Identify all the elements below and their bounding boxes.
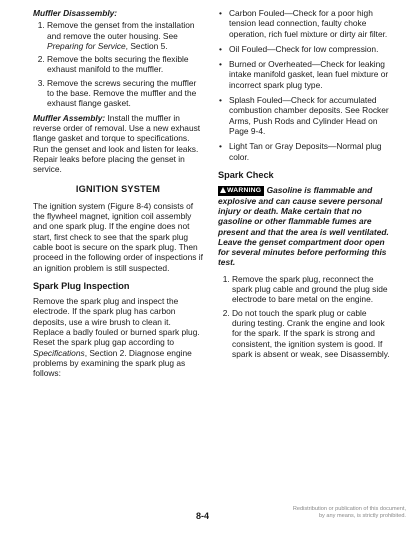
ignition-system-title: IGNITION SYSTEM [75, 184, 161, 195]
spark-plug-condition-list [218, 8, 390, 162]
spark-plug-inspection-title: Spark Plug Inspection [33, 280, 130, 291]
spark-check-steps [218, 274, 390, 359]
muffler-disassembly-heading: Muffler Disassembly: [33, 8, 118, 18]
ignition-system-paragraph: The ignition system (Figure 8-4) consists of the flywheel magnet, ignition coil assembly and one spark plug. If the engine does not start, first check to see that the spark plug cable boot is secure on the spark plug. Then proceed in the following order of inspections if an ignition problem is still suspected. [33, 200, 203, 273]
list-item: 2. Remove the bolts securing the flexible exhaust manifold to the muffler. [47, 54, 203, 75]
warning-badge: WARNING [218, 186, 264, 196]
list-item: 1. Remove the genset from the installation and remove the outer housing. See Preparing for Service, Section 5. [47, 20, 203, 51]
spark-check-title: Spark Check [218, 169, 274, 180]
list-item: • Splash Fouled—Check for accumulated combustion chamber deposits. See Rocker Arms, Push Rods and Cylinder Head on Page 9-4. [229, 95, 390, 136]
section-reference: Specifications [33, 347, 85, 358]
section-reference: Preparing for Service [47, 40, 126, 51]
list-item: • Carbon Fouled—Check for a poor high tension lead connection, faulty choke operation, rich fuel mixture or dirty air filter. [229, 8, 390, 39]
list-item: 3. Remove the screws securing the muffler to the base. Remove the muffler and the exhaust flange gasket. [47, 78, 203, 109]
warning-paragraph: WARNING Gasoline is flammable and explosive and can cause severe personal injury or death. Make certain that no gasoline or other flammable fumes are present and that the area is well ventilated. Leave the genset compartment door open for several minutes before performing this test. [218, 185, 389, 268]
muffler-assembly-paragraph: Muffler Assembly: Install the muffler in reverse order of removal. Use a new exhaust flange gasket and torque to specifications. Run the genset and look and listen for leaks. Repair leaks before placing the genset in service. [33, 112, 201, 175]
right-column [218, 8, 390, 363]
list-item: • Oil Fouled—Check for low compression. [229, 44, 390, 54]
list-item: • Light Tan or Gray Deposits—Normal plug color. [229, 141, 390, 162]
muffler-assembly-heading: Muffler Assembly: [33, 112, 106, 123]
list-item: 1. Remove the spark plug, reconnect the spark plug cable and ground the plug side electrode to bare metal on the engine. [232, 274, 390, 305]
list-item: • Burned or Overheated—Check for leaking intake manifold gasket, lean fuel mixture or incorrect spark plug type. [229, 59, 390, 90]
warning-triangle-icon [220, 187, 226, 193]
left-column [33, 8, 203, 385]
spark-plug-inspection-paragraph: Remove the spark plug and inspect the electrode. If the spark plug has carbon deposits, use a wire brush to clean it. Replace a badly fouled or burned spark plug. Reset the spark plug gap according to Specifications, Section 2. Diagnose engine problems by examining the spark plug as follows: [33, 296, 200, 379]
list-item: 2. Do not touch the spark plug or cable during testing. Crank the engine and look for the spark. If the spark is strong and consistent, the ignition system is good. If spark is absent or weak, see Disassembly. [232, 308, 390, 359]
redistribution-notice: Redistribution or publication of this document, by any means, is strictly prohibited. [292, 506, 406, 519]
page-number: 8-4 [196, 511, 210, 521]
muffler-disassembly-steps [33, 20, 203, 108]
